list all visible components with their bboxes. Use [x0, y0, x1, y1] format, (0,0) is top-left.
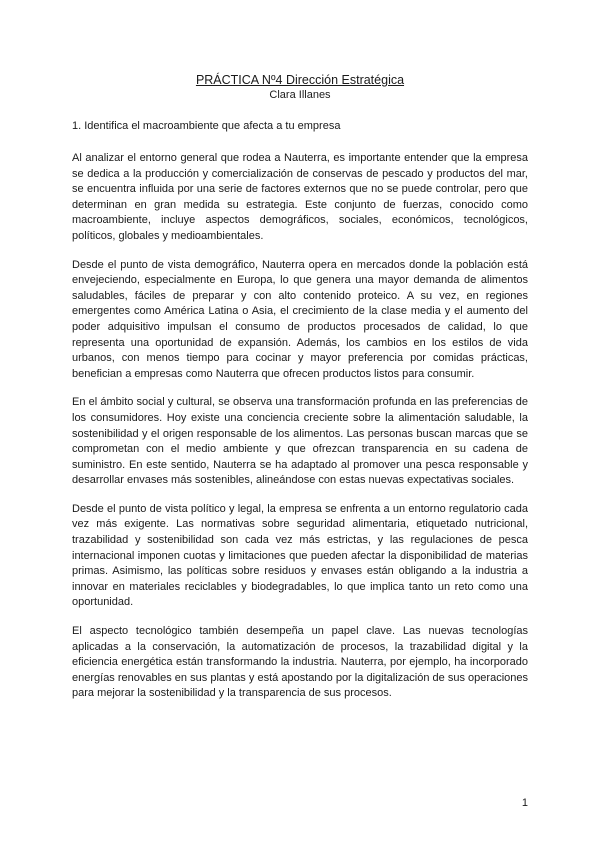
- paragraph-demographic: Desde el punto de vista demográfico, Nauterra opera en mercados donde la población está envejeciendo, especialmente en Europa, lo que genera una mayor demanda de alimentos saludables, fáciles de preparar y con alto contenido proteico. A su vez, en regiones emergentes como América Latina o Asia, el crecimiento de la clase media y el aumento del poder adquisitivo impulsan el consumo de productos procesados de calidad, lo que representa una oportunidad de expansión. Además, los cambios en los estilos de vida urbanos, con menos tiempo para cocinar y mayor preferencia por comidas prácticas, benefician a empresas como Nauterra que ofrecen productos listos para consumir.: [72, 258, 528, 380]
- document-page: [72, 72, 528, 715]
- paragraph-intro: Al analizar el entorno general que rodea a Nauterra, es importante entender que la empresa se dedica a la producción y comercialización de conservas de pescado y productos del mar, se encuentra influida por una serie de factores externos que no se puede controlar, pero que determinan en gran medida su estrategia. Este conjunto de fuerzas, conocido como macroambiente, incluye aspectos demográficos, sociales, económicos, tecnológicos, políticos, globales y medioambientales.: [72, 152, 528, 242]
- paragraph-technological: El aspecto tecnológico también desempeña un papel clave. Las nuevas tecnologías aplicadas a la conservación, la automatización de procesos, la trazabilidad digital y la eficiencia energética están transformando la industria. Nauterra, por ejemplo, ha incorporado energías renovables en sus plantas y está apostando por la digitalización de sus operaciones para mejorar la sostenibilidad y la transparencia de sus procesos.: [72, 625, 528, 700]
- paragraph-political: Desde el punto de vista político y legal, la empresa se enfrenta a un entorno regulatorio cada vez más exigente. Las normativas sobre seguridad alimentaria, etiquetado nutricional, trazabilidad y sostenibilidad son cada vez más estrictas, y las regulaciones de pesca internacional imponen cuotas y limitaciones que pueden afectar la disponibilidad de materias primas. Asimismo, las políticas sobre residuos y envases están obligando a la industria a innovar en materiales reciclables y biodegradables, lo que implica tanto un reto como una oportunidad.: [72, 502, 528, 609]
- paragraph-social: En el ámbito social y cultural, se observa una transformación profunda en las preferencias de los consumidores. Hoy existe una conciencia creciente sobre la alimentación saludable, la sostenibilidad y el origen responsable de los alimentos. Las personas buscan marcas que se comprometan con el medio ambiente y que ofrezcan transparencia en su cadena de suministro. En este sentido, Nauterra se ha adaptado al promover una pesca responsable y desarrollar envases más sostenibles, alineándose con estas nuevas expectativas sociales.: [72, 396, 528, 487]
- document-author: Clara Illanes: [269, 89, 331, 101]
- page-number: 1: [521, 797, 528, 809]
- section-question: 1. Identifica el macroambiente que afecta a tu empresa: [72, 120, 341, 132]
- document-title: PRÁCTICA Nº4 Dirección Estratégica: [195, 73, 405, 87]
